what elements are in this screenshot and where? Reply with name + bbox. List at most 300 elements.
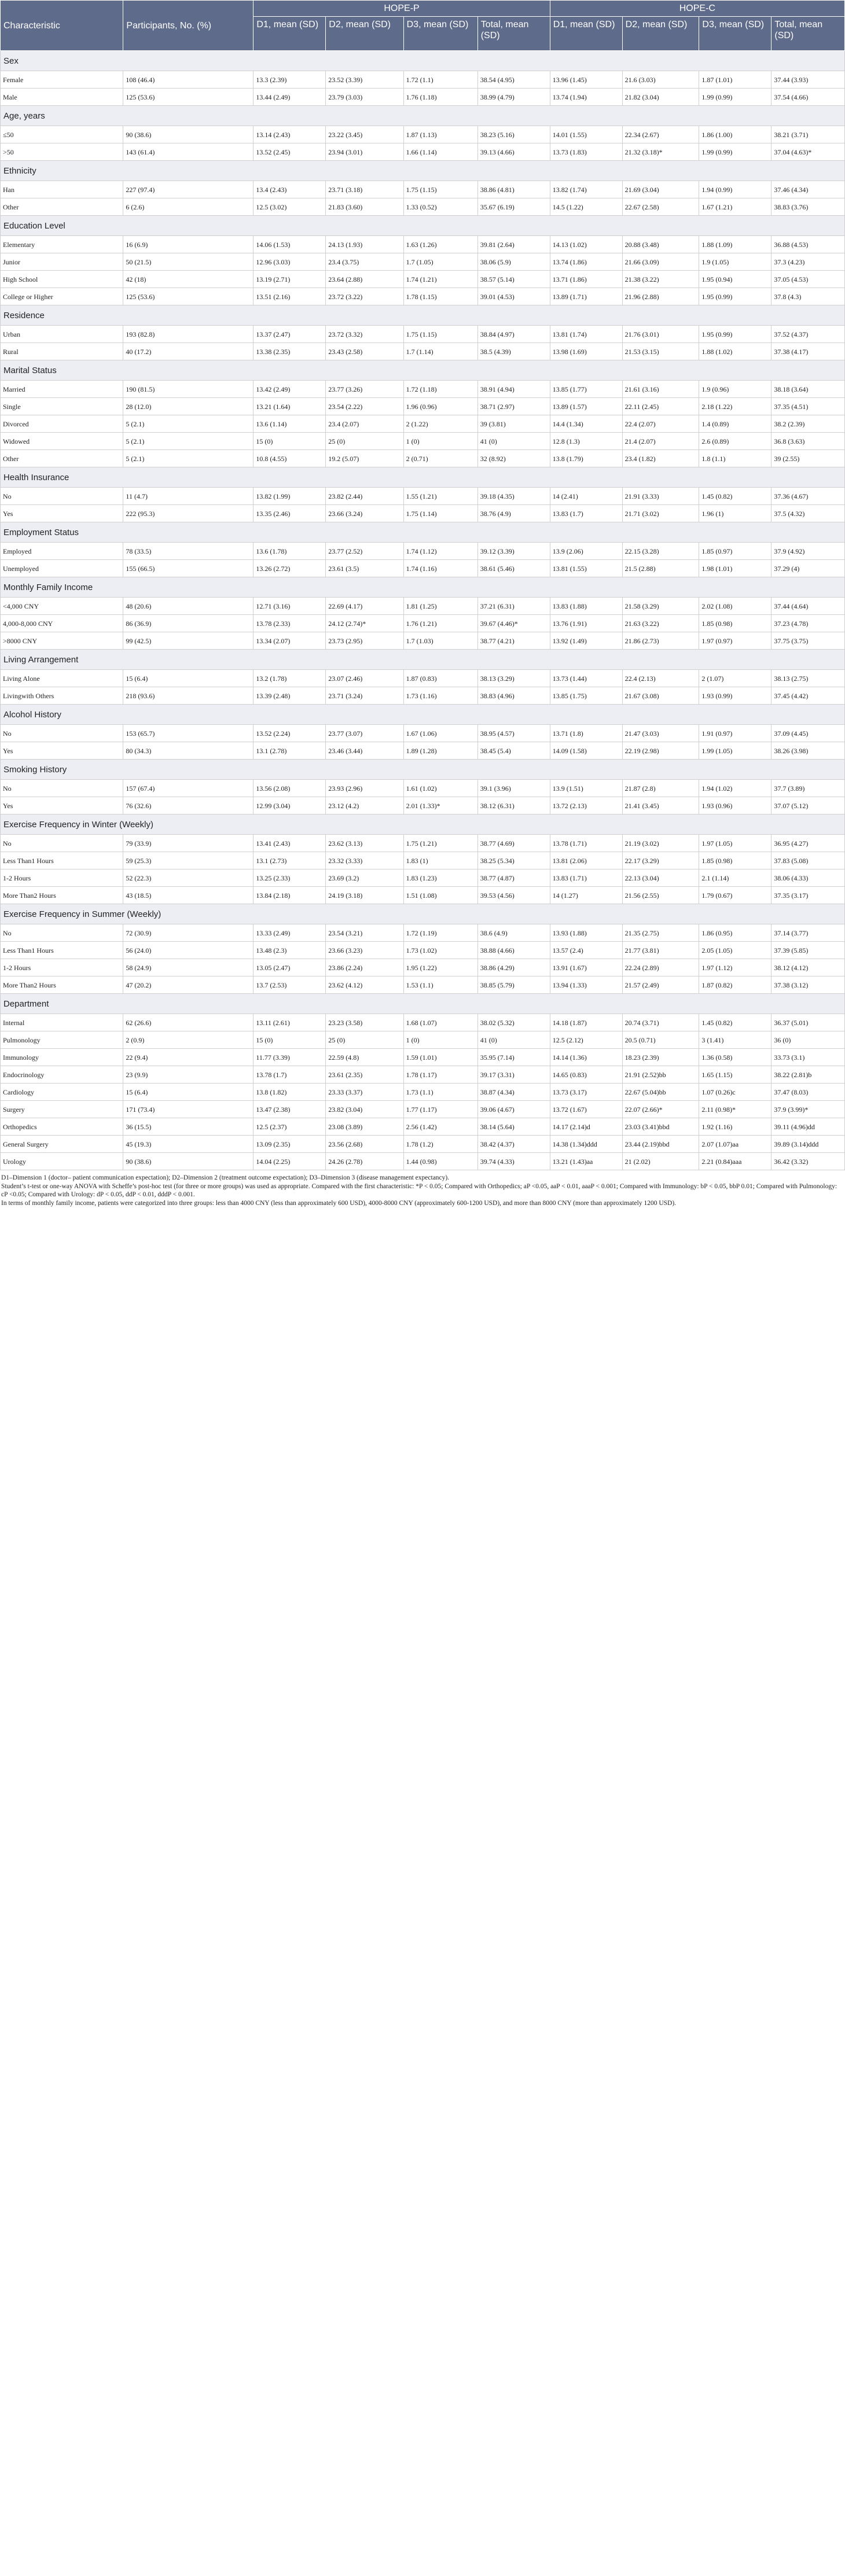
table-row (1, 959, 845, 976)
section-title: Employment Status (1, 522, 845, 543)
table-row (1, 89, 845, 106)
row-value-cell: 21.56 (2.55) (622, 887, 699, 904)
row-value-cell: 38.91 (4.94) (477, 381, 550, 398)
row-value-cell: 23.64 (2.88) (326, 271, 403, 288)
row-value-cell: 1.4 (0.89) (699, 415, 771, 433)
header-characteristic: Characteristic (1, 1, 123, 51)
row-value-cell: 13.34 (2.07) (254, 632, 326, 650)
row-value-cell: 36.37 (5.01) (771, 1014, 845, 1031)
row-value-cell: 23.33 (3.37) (326, 1084, 403, 1101)
row-value-cell: 1.78 (1.2) (403, 1136, 477, 1153)
row-value-cell: 12.8 (1.3) (550, 433, 622, 450)
row-participants: 80 (34.3) (123, 742, 254, 760)
row-characteristic: Junior (1, 253, 123, 271)
row-value-cell: 21.71 (3.02) (622, 505, 699, 522)
row-participants: 193 (82.8) (123, 326, 254, 343)
row-value-cell: 21.76 (3.01) (622, 326, 699, 343)
row-value-cell: 21.53 (3.15) (622, 343, 699, 360)
row-participants: 157 (67.4) (123, 780, 254, 797)
row-value-cell: 39 (2.55) (771, 450, 845, 467)
row-value-cell: 23.4 (3.75) (326, 253, 403, 271)
row-value-cell: 1.65 (1.15) (699, 1066, 771, 1084)
row-value-cell: 23.66 (3.24) (326, 505, 403, 522)
row-participants: 153 (65.7) (123, 725, 254, 742)
table-row (1, 543, 845, 560)
row-value-cell: 20.88 (3.48) (622, 236, 699, 253)
row-value-cell: 38.88 (4.66) (477, 942, 550, 959)
row-characteristic: Rural (1, 343, 123, 360)
row-value-cell: 39.11 (4.96)dd (771, 1118, 845, 1136)
row-characteristic: College or Higher (1, 288, 123, 305)
row-value-cell: 23.71 (3.24) (326, 687, 403, 705)
table-row (1, 924, 845, 942)
row-value-cell: 13.19 (2.71) (254, 271, 326, 288)
row-value-cell: 23.56 (2.68) (326, 1136, 403, 1153)
row-value-cell: 21.86 (2.73) (622, 632, 699, 650)
row-value-cell: 38.77 (4.87) (477, 869, 550, 887)
row-value-cell: 13.09 (2.35) (254, 1136, 326, 1153)
row-value-cell: 22.17 (3.29) (622, 852, 699, 869)
row-participants: 48 (20.6) (123, 598, 254, 615)
row-participants: 99 (42.5) (123, 632, 254, 650)
header-p-d3: D3, mean (SD) (403, 17, 477, 51)
row-value-cell: 13.73 (1.83) (550, 143, 622, 161)
section-header-row (1, 522, 845, 543)
row-participants: 5 (2.1) (123, 415, 254, 433)
row-value-cell: 38.57 (5.14) (477, 271, 550, 288)
row-value-cell: 1.67 (1.06) (403, 725, 477, 742)
row-value-cell: 38.54 (4.95) (477, 71, 550, 89)
row-value-cell: 13.84 (2.18) (254, 887, 326, 904)
table-row (1, 271, 845, 288)
row-value-cell: 23.66 (3.23) (326, 942, 403, 959)
row-characteristic: No (1, 725, 123, 742)
table-row (1, 1049, 845, 1066)
row-value-cell: 1.95 (0.99) (699, 288, 771, 305)
row-value-cell: 2.05 (1.05) (699, 942, 771, 959)
row-participants: 11 (4.7) (123, 488, 254, 505)
row-value-cell: 1.99 (1.05) (699, 742, 771, 760)
row-value-cell: 1.72 (1.19) (403, 924, 477, 942)
row-value-cell: 13.25 (2.33) (254, 869, 326, 887)
row-value-cell: 23.22 (3.45) (326, 126, 403, 143)
row-value-cell: 13.81 (2.06) (550, 852, 622, 869)
row-value-cell: 39.81 (2.64) (477, 236, 550, 253)
header-c-total: Total, mean (SD) (771, 17, 845, 51)
row-value-cell: 1.53 (1.1) (403, 976, 477, 994)
row-value-cell: 23.93 (2.96) (326, 780, 403, 797)
row-value-cell: 38.76 (4.9) (477, 505, 550, 522)
row-value-cell: 21.83 (3.60) (326, 198, 403, 216)
row-participants: 62 (26.6) (123, 1014, 254, 1031)
row-value-cell: 13.72 (2.13) (550, 797, 622, 815)
table-row (1, 1031, 845, 1049)
section-title: Health Insurance (1, 467, 845, 488)
row-participants: 45 (19.3) (123, 1136, 254, 1153)
row-value-cell: 21.38 (3.22) (622, 271, 699, 288)
row-value-cell: 36.42 (3.32) (771, 1153, 845, 1170)
footnote-income: In terms of monthly family income, patients were categorized into three groups: less than 4000 CNY (less than approximately 600 USD), 4000-8000 CNY (approximately 600-1200 USD), and more than 8000 CNY (more than approximately 1200 USD). (1, 1200, 677, 1207)
table-row (1, 488, 845, 505)
header-group-hope-c: HOPE-C (550, 1, 844, 17)
row-value-cell: 37.83 (5.08) (771, 852, 845, 869)
row-value-cell: 1.87 (1.13) (403, 126, 477, 143)
row-participants: 40 (17.2) (123, 343, 254, 360)
row-value-cell: 1.72 (1.1) (403, 71, 477, 89)
row-value-cell: 14.13 (1.02) (550, 236, 622, 253)
row-value-cell: 13.74 (1.86) (550, 253, 622, 271)
row-value-cell: 15 (0) (254, 1031, 326, 1049)
row-value-cell: 13.85 (1.75) (550, 687, 622, 705)
row-value-cell: 1.45 (0.82) (699, 1014, 771, 1031)
row-value-cell: 23.94 (3.01) (326, 143, 403, 161)
table-row (1, 615, 845, 632)
row-participants: 90 (38.6) (123, 126, 254, 143)
row-value-cell: 1.45 (0.82) (699, 488, 771, 505)
row-value-cell: 2.11 (0.98)* (699, 1101, 771, 1118)
section-header-row (1, 705, 845, 725)
row-value-cell: 12.5 (3.02) (254, 198, 326, 216)
row-value-cell: 13.89 (1.57) (550, 398, 622, 415)
row-value-cell: 11.77 (3.39) (254, 1049, 326, 1066)
row-value-cell: 1.86 (0.95) (699, 924, 771, 942)
row-value-cell: 1.33 (0.52) (403, 198, 477, 216)
row-value-cell: 23.71 (3.18) (326, 181, 403, 198)
row-value-cell: 21.66 (3.09) (622, 253, 699, 271)
table-row (1, 852, 845, 869)
row-value-cell: 1.79 (0.67) (699, 887, 771, 904)
row-characteristic: General Surgery (1, 1136, 123, 1153)
row-value-cell: 21.19 (3.02) (622, 835, 699, 852)
row-value-cell: 37.47 (8.03) (771, 1084, 845, 1101)
row-value-cell: 38.5 (4.39) (477, 343, 550, 360)
header-participants: Participants, No. (%) (123, 1, 254, 51)
row-characteristic: <4,000 CNY (1, 598, 123, 615)
row-value-cell: 14.14 (1.36) (550, 1049, 622, 1066)
row-value-cell: 24.26 (2.78) (326, 1153, 403, 1170)
row-value-cell: 13.82 (1.99) (254, 488, 326, 505)
row-value-cell: 23.69 (3.2) (326, 869, 403, 887)
row-value-cell: 13.05 (2.47) (254, 959, 326, 976)
row-value-cell: 38.14 (5.64) (477, 1118, 550, 1136)
row-value-cell: 12.96 (3.03) (254, 253, 326, 271)
row-value-cell: 21.41 (3.45) (622, 797, 699, 815)
row-value-cell: 23.62 (3.13) (326, 835, 403, 852)
row-characteristic: Yes (1, 797, 123, 815)
row-value-cell: 13.81 (1.74) (550, 326, 622, 343)
row-value-cell: 37.14 (3.77) (771, 924, 845, 942)
table-row (1, 1153, 845, 1170)
row-value-cell: 41 (0) (477, 1031, 550, 1049)
row-value-cell: 22.4 (2.07) (622, 415, 699, 433)
row-characteristic: Urology (1, 1153, 123, 1170)
row-value-cell: 38.06 (5.9) (477, 253, 550, 271)
row-value-cell: 37.23 (4.78) (771, 615, 845, 632)
table-row (1, 1084, 845, 1101)
header-p-total: Total, mean (SD) (477, 17, 550, 51)
row-value-cell: 18.23 (2.39) (622, 1049, 699, 1066)
row-characteristic: Other (1, 450, 123, 467)
row-value-cell: 37.04 (4.63)* (771, 143, 845, 161)
section-title: Sex (1, 51, 845, 71)
row-value-cell: 38.13 (3.29) (477, 670, 550, 687)
row-characteristic: Employed (1, 543, 123, 560)
table-row (1, 632, 845, 650)
row-value-cell: 1.73 (1.1) (403, 1084, 477, 1101)
section-title: Alcohol History (1, 705, 845, 725)
table-row (1, 1101, 845, 1118)
section-header-row (1, 467, 845, 488)
table-row (1, 1066, 845, 1084)
row-participants: 15 (6.4) (123, 670, 254, 687)
row-value-cell: 3 (1.41) (699, 1031, 771, 1049)
row-characteristic: 1-2 Hours (1, 959, 123, 976)
row-participants: 47 (20.2) (123, 976, 254, 994)
row-value-cell: 2.1 (1.14) (699, 869, 771, 887)
row-value-cell: 21.96 (2.88) (622, 288, 699, 305)
row-value-cell: 23.4 (1.82) (622, 450, 699, 467)
row-value-cell: 13.72 (1.67) (550, 1101, 622, 1118)
section-title: Age, years (1, 106, 845, 126)
row-value-cell: 13.73 (1.44) (550, 670, 622, 687)
row-value-cell: 39.74 (4.33) (477, 1153, 550, 1170)
row-value-cell: 1.91 (0.97) (699, 725, 771, 742)
section-header-row (1, 760, 845, 780)
row-value-cell: 13.51 (2.16) (254, 288, 326, 305)
row-value-cell: 1.83 (1.23) (403, 869, 477, 887)
row-participants: 108 (46.4) (123, 71, 254, 89)
row-value-cell: 1.97 (1.12) (699, 959, 771, 976)
row-value-cell: 37.45 (4.42) (771, 687, 845, 705)
footnote-abbreviations: D1–Dimension 1 (doctor– patient communication expectation); D2–Dimension 2 (treatment outcome expectation); D3–Dimension 3 (disease management expectancy). (1, 1174, 450, 1181)
row-value-cell: 38.12 (4.12) (771, 959, 845, 976)
row-characteristic: No (1, 780, 123, 797)
row-value-cell: 38.45 (5.4) (477, 742, 550, 760)
row-value-cell: 1.61 (1.02) (403, 780, 477, 797)
row-value-cell: 39.67 (4.46)* (477, 615, 550, 632)
row-value-cell: 37.35 (3.17) (771, 887, 845, 904)
row-value-cell: 36.95 (4.27) (771, 835, 845, 852)
row-value-cell: 37.54 (4.66) (771, 89, 845, 106)
table-header (1, 1, 845, 51)
row-value-cell: 1.07 (0.26)c (699, 1084, 771, 1101)
row-value-cell: 13.38 (2.35) (254, 343, 326, 360)
row-value-cell: 37.35 (4.51) (771, 398, 845, 415)
row-value-cell: 2.07 (1.07)aa (699, 1136, 771, 1153)
row-value-cell: 2.18 (1.22) (699, 398, 771, 415)
row-characteristic: Other (1, 198, 123, 216)
header-c-d2: D2, mean (SD) (622, 17, 699, 51)
row-characteristic: Less Than1 Hours (1, 942, 123, 959)
row-value-cell: 1.99 (0.99) (699, 89, 771, 106)
row-participants: 227 (97.4) (123, 181, 254, 198)
row-value-cell: 19.2 (5.07) (326, 450, 403, 467)
row-value-cell: 37.7 (3.89) (771, 780, 845, 797)
row-value-cell: 2.02 (1.08) (699, 598, 771, 615)
row-value-cell: 13.78 (1.71) (550, 835, 622, 852)
row-value-cell: 2 (1.22) (403, 415, 477, 433)
row-value-cell: 38.86 (4.29) (477, 959, 550, 976)
row-value-cell: 37.39 (5.85) (771, 942, 845, 959)
row-characteristic: More Than2 Hours (1, 976, 123, 994)
row-value-cell: 37.46 (4.34) (771, 181, 845, 198)
row-participants: 36 (15.5) (123, 1118, 254, 1136)
row-characteristic: Widowed (1, 433, 123, 450)
row-value-cell: 1.95 (0.94) (699, 271, 771, 288)
section-title: Exercise Frequency in Winter (Weekly) (1, 815, 845, 835)
row-value-cell: 1.55 (1.21) (403, 488, 477, 505)
row-value-cell: 21.58 (3.29) (622, 598, 699, 615)
row-value-cell: 22.34 (2.67) (622, 126, 699, 143)
row-value-cell: 37.38 (4.17) (771, 343, 845, 360)
row-value-cell: 38.22 (2.81)b (771, 1066, 845, 1084)
row-value-cell: 1.76 (1.21) (403, 615, 477, 632)
row-characteristic: More Than2 Hours (1, 887, 123, 904)
row-value-cell: 14.17 (2.14)d (550, 1118, 622, 1136)
row-characteristic: Livingwith Others (1, 687, 123, 705)
row-participants: 42 (18) (123, 271, 254, 288)
section-header-row (1, 815, 845, 835)
row-value-cell: 14.5 (1.22) (550, 198, 622, 216)
row-value-cell: 14.18 (1.87) (550, 1014, 622, 1031)
table-row (1, 887, 845, 904)
row-value-cell: 23.86 (2.24) (326, 959, 403, 976)
section-header-row (1, 994, 845, 1014)
row-value-cell: 23.79 (3.03) (326, 89, 403, 106)
row-value-cell: 14.09 (1.58) (550, 742, 622, 760)
row-value-cell: 38.95 (4.57) (477, 725, 550, 742)
row-value-cell: 1.75 (1.14) (403, 505, 477, 522)
row-value-cell: 13.39 (2.48) (254, 687, 326, 705)
row-value-cell: 23.72 (3.22) (326, 288, 403, 305)
row-value-cell: 22.4 (2.13) (622, 670, 699, 687)
row-value-cell: 24.12 (2.74)* (326, 615, 403, 632)
row-value-cell: 23.08 (3.89) (326, 1118, 403, 1136)
row-value-cell: 37.21 (6.31) (477, 598, 550, 615)
row-participants: 58 (24.9) (123, 959, 254, 976)
row-value-cell: 38.85 (5.79) (477, 976, 550, 994)
row-value-cell: 21.5 (2.88) (622, 560, 699, 577)
row-value-cell: 13.42 (2.49) (254, 381, 326, 398)
row-participants: 155 (66.5) (123, 560, 254, 577)
row-value-cell: 37.07 (5.12) (771, 797, 845, 815)
row-value-cell: 21.91 (2.52)bb (622, 1066, 699, 1084)
row-value-cell: 13.71 (1.86) (550, 271, 622, 288)
section-header-row (1, 904, 845, 924)
row-value-cell: 1.78 (1.15) (403, 288, 477, 305)
row-participants: 6 (2.6) (123, 198, 254, 216)
table-row (1, 835, 845, 852)
row-value-cell: 33.73 (3.1) (771, 1049, 845, 1066)
row-value-cell: 39.06 (4.67) (477, 1101, 550, 1118)
row-value-cell: 13.81 (1.55) (550, 560, 622, 577)
row-value-cell: 39.17 (3.31) (477, 1066, 550, 1084)
row-value-cell: 1.9 (0.96) (699, 381, 771, 398)
header-c-d3: D3, mean (SD) (699, 17, 771, 51)
row-value-cell: 38.2 (2.39) (771, 415, 845, 433)
row-value-cell: 1.75 (1.21) (403, 835, 477, 852)
row-characteristic: Urban (1, 326, 123, 343)
table-row (1, 415, 845, 433)
row-value-cell: 38.12 (6.31) (477, 797, 550, 815)
row-characteristic: High School (1, 271, 123, 288)
row-value-cell: 23.32 (3.33) (326, 852, 403, 869)
table-row (1, 687, 845, 705)
row-value-cell: 13.56 (2.08) (254, 780, 326, 797)
row-characteristic: Female (1, 71, 123, 89)
row-value-cell: 13.94 (1.33) (550, 976, 622, 994)
row-value-cell: 13.21 (1.64) (254, 398, 326, 415)
row-characteristic: Endocrinology (1, 1066, 123, 1084)
row-value-cell: 1.95 (1.22) (403, 959, 477, 976)
row-participants: 125 (53.6) (123, 288, 254, 305)
row-value-cell: 13.6 (1.78) (254, 543, 326, 560)
row-value-cell: 23.61 (3.5) (326, 560, 403, 577)
row-value-cell: 39.53 (4.56) (477, 887, 550, 904)
row-value-cell: 41 (0) (477, 433, 550, 450)
row-value-cell: 13.83 (1.71) (550, 869, 622, 887)
row-participants: 5 (2.1) (123, 433, 254, 450)
row-value-cell: 23.82 (2.44) (326, 488, 403, 505)
row-value-cell: 39.01 (4.53) (477, 288, 550, 305)
row-value-cell: 22.19 (2.98) (622, 742, 699, 760)
row-value-cell: 21.91 (3.33) (622, 488, 699, 505)
row-value-cell: 10.8 (4.55) (254, 450, 326, 467)
row-value-cell: 13.93 (1.88) (550, 924, 622, 942)
row-value-cell: 36 (0) (771, 1031, 845, 1049)
row-value-cell: 21.82 (3.04) (622, 89, 699, 106)
row-value-cell: 1.44 (0.98) (403, 1153, 477, 1170)
section-title: Exercise Frequency in Summer (Weekly) (1, 904, 845, 924)
row-value-cell: 13.9 (1.51) (550, 780, 622, 797)
row-value-cell: 13.48 (2.3) (254, 942, 326, 959)
row-participants: 90 (38.6) (123, 1153, 254, 1170)
row-value-cell: 21.61 (3.16) (622, 381, 699, 398)
section-header-row (1, 106, 845, 126)
row-value-cell: 1.93 (0.96) (699, 797, 771, 815)
table-footnotes (0, 1170, 845, 1213)
row-value-cell: 38.99 (4.79) (477, 89, 550, 106)
row-value-cell: 13.57 (2.4) (550, 942, 622, 959)
row-value-cell: 32 (8.92) (477, 450, 550, 467)
row-value-cell: 38.25 (5.34) (477, 852, 550, 869)
row-value-cell: 1.73 (1.02) (403, 942, 477, 959)
row-value-cell: 37.5 (4.32) (771, 505, 845, 522)
row-value-cell: 13.92 (1.49) (550, 632, 622, 650)
row-value-cell: 13.4 (2.43) (254, 181, 326, 198)
section-header-row (1, 51, 845, 71)
row-characteristic: Single (1, 398, 123, 415)
row-value-cell: 38.02 (5.32) (477, 1014, 550, 1031)
row-value-cell: 13.73 (3.17) (550, 1084, 622, 1101)
row-value-cell: 23.72 (3.32) (326, 326, 403, 343)
section-title: Living Arrangement (1, 650, 845, 670)
row-characteristic: Yes (1, 505, 123, 522)
row-value-cell: 13.52 (2.45) (254, 143, 326, 161)
row-value-cell: 22.15 (3.28) (622, 543, 699, 560)
row-value-cell: 1 (0) (403, 433, 477, 450)
row-value-cell: 1.85 (0.97) (699, 543, 771, 560)
row-participants: 16 (6.9) (123, 236, 254, 253)
row-value-cell: 1.98 (1.01) (699, 560, 771, 577)
row-value-cell: 21.77 (3.81) (622, 942, 699, 959)
table-row (1, 71, 845, 89)
row-value-cell: 13.1 (2.78) (254, 742, 326, 760)
row-value-cell: 13.33 (2.49) (254, 924, 326, 942)
section-title: Department (1, 994, 845, 1014)
row-value-cell: 1.94 (0.99) (699, 181, 771, 198)
row-characteristic: Living Alone (1, 670, 123, 687)
